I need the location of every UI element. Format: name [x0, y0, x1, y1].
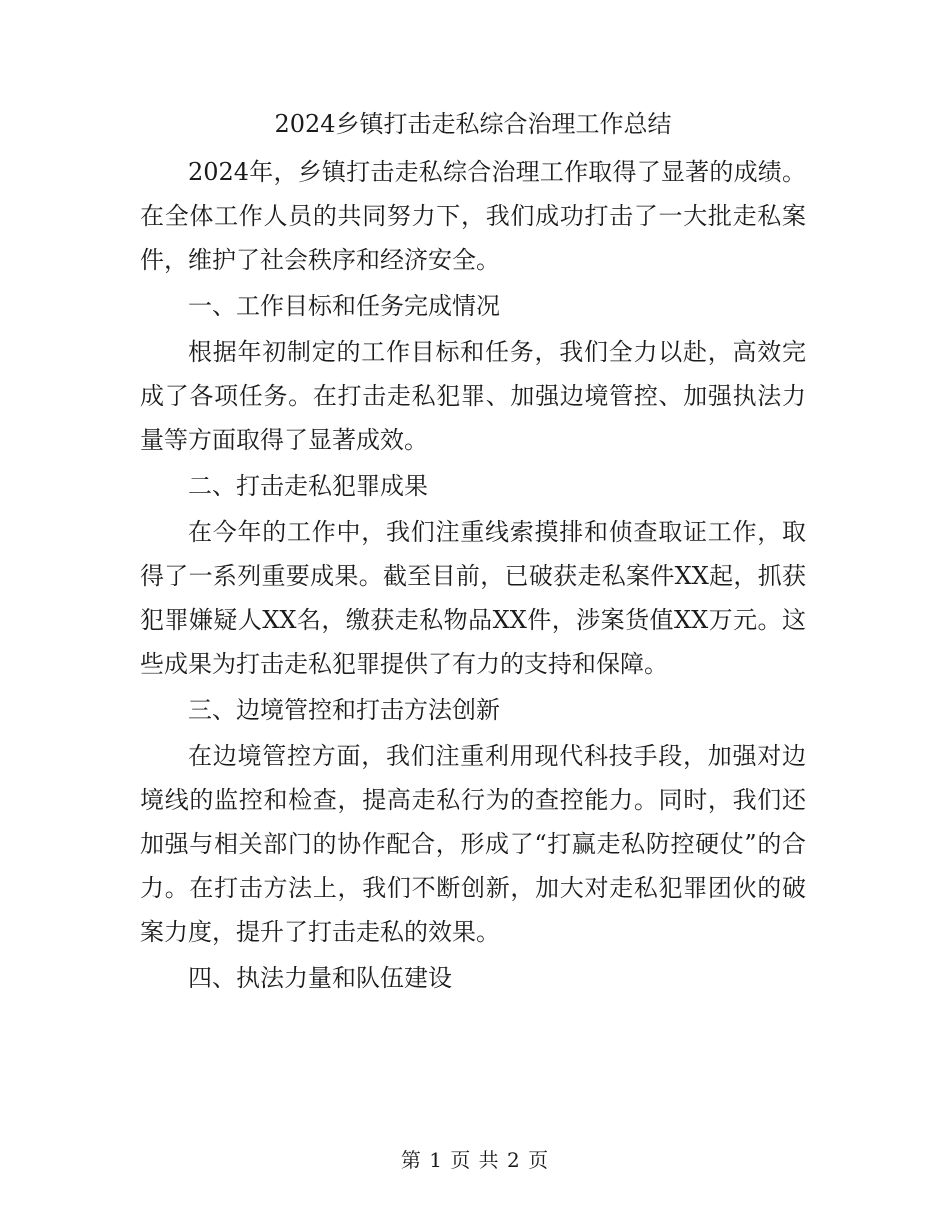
section-heading-2: 二、打击走私犯罪成果	[188, 472, 428, 500]
document-title: 2024乡镇打击走私综合治理工作总结	[274, 110, 672, 138]
paragraph-section-2: 在今年的工作中，我们注重线索摸排和侦查取证工作，取得了一系列重要成果。截至目前，已破获走私案件XX起，抓获犯罪嫌疑人XX名，缴获走私物品XX件，涉案货值XX万元。这些成果为打击走私犯罪提供了有力的支持和保障。	[140, 518, 806, 678]
section-heading-3: 三、边境管控和打击方法创新	[188, 696, 500, 724]
page-number-footer: 第 1 页 共 2 页	[400, 1148, 550, 1172]
paragraph-section-1: 根据年初制定的工作目标和任务，我们全力以赴，高效完成了各项任务。在打击走私犯罪、加强边境管控、加强执法力量等方面取得了显著成效。	[140, 338, 806, 454]
paragraph-intro: 2024年，乡镇打击走私综合治理工作取得了显著的成绩。在全体工作人员的共同努力下，我们成功打击了一大批走私案件，维护了社会秩序和经济安全。	[140, 158, 806, 274]
section-heading-4: 四、执法力量和队伍建设	[188, 964, 452, 992]
document-body	[140, 104, 806, 1000]
section-heading-1: 一、工作目标和任务完成情况	[188, 292, 500, 320]
paragraph-section-3: 在边境管控方面，我们注重利用现代科技手段，加强对边境线的监控和检查，提高走私行为的查控能力。同时，我们还加强与相关部门的协作配合，形成了“打赢走私防控硬仗”的合力。在打击方法上，我们不断创新，加大对走私犯罪团伙的破案力度，提升了打击走私的效果。	[140, 742, 806, 946]
